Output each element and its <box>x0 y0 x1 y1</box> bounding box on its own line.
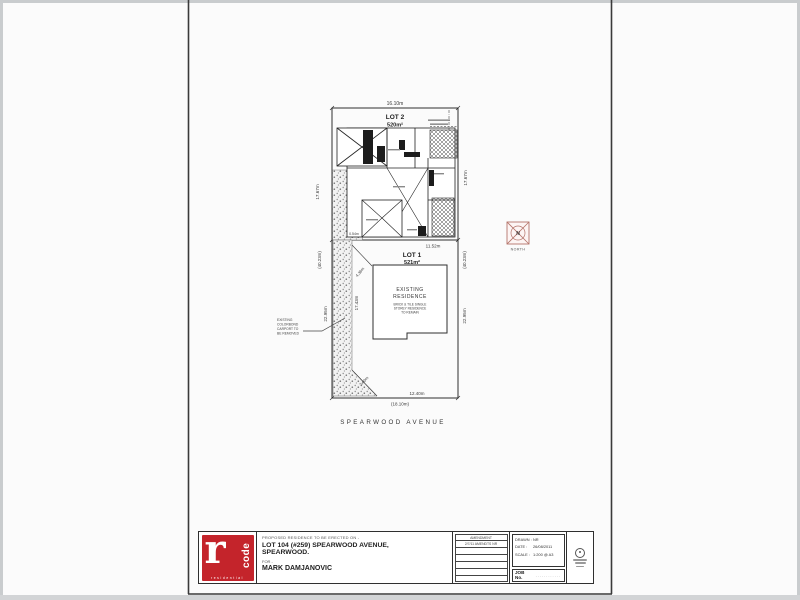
lot2-name: LOT 2 <box>385 114 405 121</box>
dim-right-lower: 22.95m <box>462 308 467 324</box>
date-value: 26/08/2011 <box>533 544 553 550</box>
existing-residence-note2: STOREY RESIDENCE <box>393 306 427 311</box>
certifier-stamp <box>567 532 593 583</box>
drawn-label: DRAWN : <box>515 536 532 542</box>
drawing-info <box>510 532 567 583</box>
dim-diag-lower: 3.00m <box>358 375 370 387</box>
scale-value: 1:200 @ A3 <box>533 551 554 557</box>
amendment-row-2 <box>455 547 508 554</box>
title-block <box>198 525 594 584</box>
stamp-circle-icon <box>575 548 585 558</box>
project-client: MARK DAMJANOVIC <box>262 565 332 572</box>
drawn-value: NR <box>533 536 539 542</box>
dim-driveway-length: 17.43m <box>354 295 359 311</box>
carport-note-line4: BE REMOVED <box>277 331 299 336</box>
north-arrow-letter: N <box>516 231 520 238</box>
scan-bottom-edge <box>0 595 800 600</box>
stamp-text-line <box>575 562 586 564</box>
date-label: DATE : <box>515 544 528 550</box>
drawn-row <box>515 537 561 542</box>
dim-bottom-total: (18.10m) <box>390 401 410 407</box>
dim-left-upper: 17.67m <box>315 184 320 200</box>
project-description <box>257 532 453 583</box>
project-address-line1: LOT 104 (#259) SPEARWOOD AVENUE, <box>262 541 389 549</box>
dim-top: 16.10m <box>386 101 404 107</box>
dim-left-total: (40.23m) <box>317 251 322 269</box>
existing-residence-line2: RESIDENCE <box>393 294 427 300</box>
stamp-text-line <box>576 566 584 568</box>
dim-bottom-width: 12.40m <box>409 391 425 396</box>
job-number-value: ............ <box>535 572 561 578</box>
carport-note-line2: COLORBOND <box>277 322 299 327</box>
dim-offset-small: 0.54m <box>349 232 359 236</box>
project-for-label: FOR - <box>262 559 273 564</box>
scale-label: SCALE : <box>515 551 530 557</box>
carport-note-line3: CARPORT TO <box>277 327 299 331</box>
dim-right-total: (40.23m) <box>462 251 467 269</box>
rcode-logo <box>199 525 257 583</box>
project-address-line2: SPEARWOOD. <box>262 548 310 556</box>
rcode-logo-background <box>202 525 254 581</box>
existing-residence-note3: TO REMAIN <box>401 310 419 315</box>
amendment-row-1: 2/7/11 AMENDTS NR <box>455 540 508 547</box>
dim-mid-width: 11.52m <box>425 243 441 249</box>
rcode-logo-code: code <box>240 541 252 568</box>
rcode-logo-residential: residential <box>210 575 245 580</box>
amendment-table <box>453 532 510 583</box>
existing-residence-line1: EXISTING <box>396 287 424 293</box>
project-prefix: PROPOSED RESIDENCE TO BE ERECTED ON - <box>262 535 360 540</box>
carport-note-line1: EXISTING <box>277 318 293 322</box>
dim-left-lower: 22.95m <box>323 306 328 322</box>
lot1-name: LOT 1 <box>402 252 422 259</box>
job-number-box <box>512 569 565 582</box>
amendment-header: AMENDMENT <box>455 534 508 541</box>
amendment-row-5 <box>455 568 508 575</box>
lot1-area: 521m² <box>404 260 420 266</box>
date-row <box>515 544 561 549</box>
amendment-row-3 <box>455 554 508 561</box>
lot2-area: 520m² <box>387 122 403 129</box>
north-arrow-label: NORTH <box>510 247 526 252</box>
dim-diag-upper: 4.36m <box>354 266 366 278</box>
amendment-row-6 <box>455 575 508 582</box>
existing-residence-note1: BRICK & TILE SINGLE <box>393 302 427 307</box>
job-number-label: JOB No. <box>515 570 525 580</box>
street-label: SPEARWOOD AVENUE <box>340 419 446 426</box>
amendment-row-4 <box>455 561 508 568</box>
north-arrow <box>507 222 529 252</box>
diagonal-dims <box>352 245 372 266</box>
scale-row <box>515 552 561 557</box>
stamp-text-line <box>573 559 587 561</box>
rcode-logo-r: r <box>204 525 226 573</box>
dim-right-upper: 17.67m <box>463 170 468 186</box>
drawing-info-box <box>512 534 565 567</box>
